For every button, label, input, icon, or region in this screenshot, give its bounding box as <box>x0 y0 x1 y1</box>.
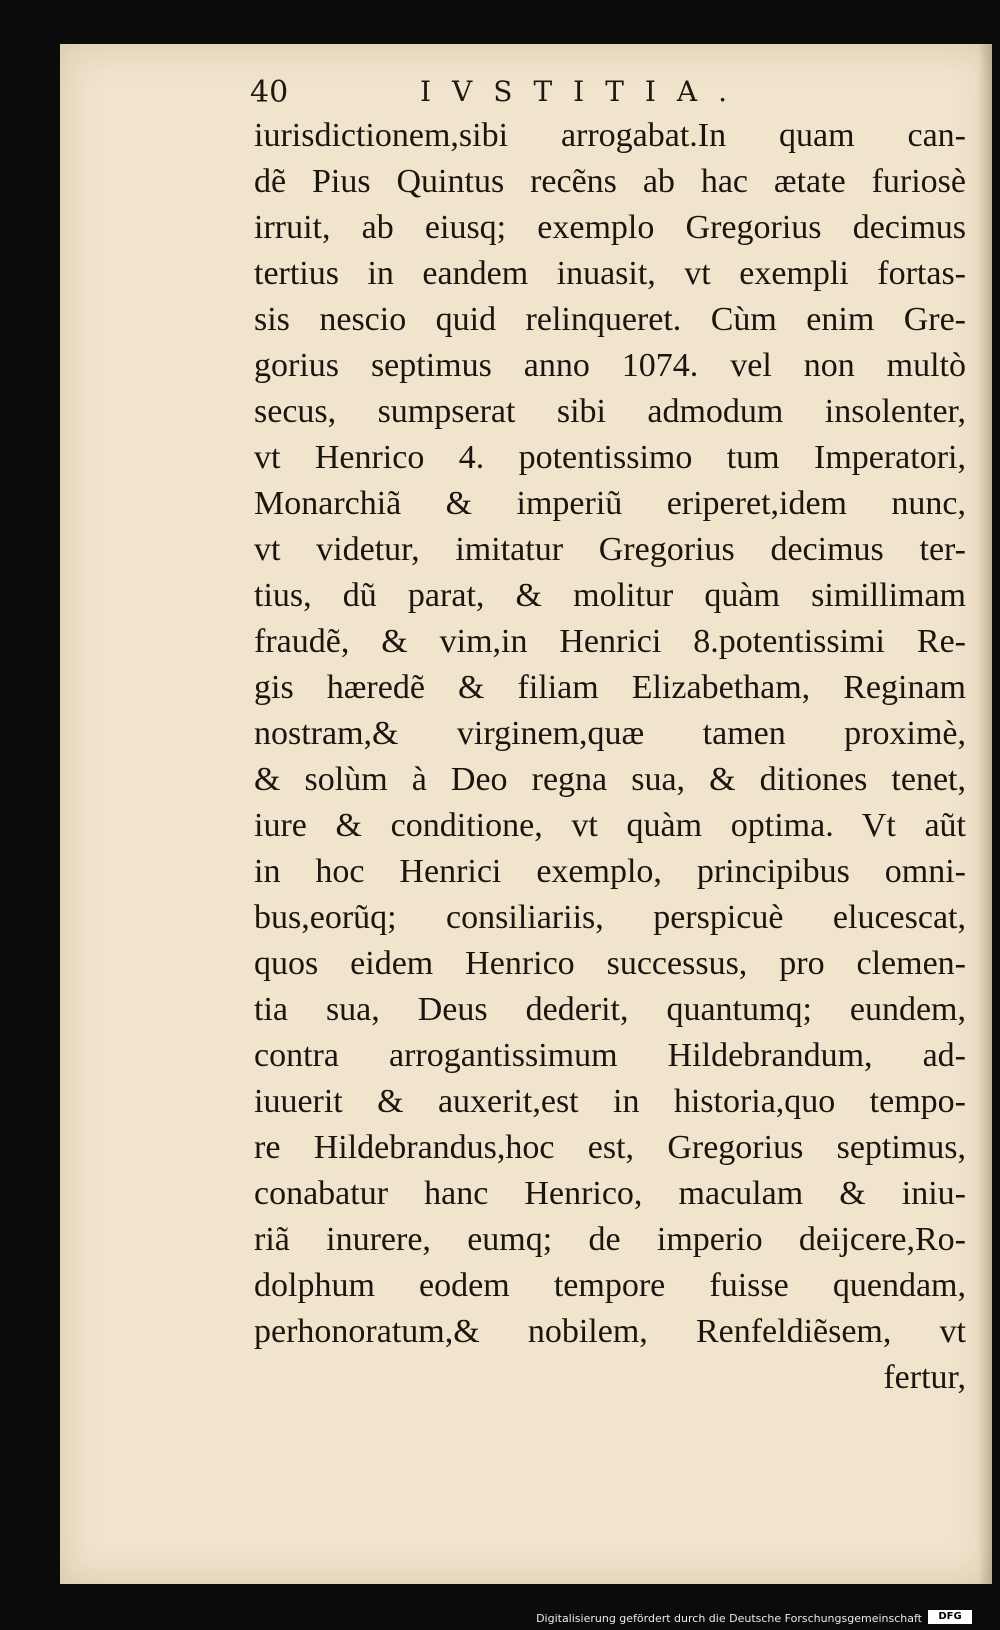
text-line: gorius septimus anno 1074. vel non multò <box>254 347 966 384</box>
text-line: tius, dũ parat, & molitur quàm simillimam <box>254 577 966 614</box>
catchword: fertur, <box>883 1359 966 1396</box>
text-line: gis hæredẽ & filiam Elizabetham, Reginam <box>254 669 966 706</box>
text-line: secus, sumpserat sibi admodum insolenter, <box>254 393 966 430</box>
text-line: tertius in eandem inuasit, vt exempli fortas- <box>254 255 966 292</box>
text-line: contra arrogantissimum Hildebrandum, ad- <box>254 1037 966 1074</box>
text-line: in hoc Henrici exemplo, principibus omni- <box>254 853 966 890</box>
body-text <box>254 113 966 1401</box>
text-line: iurisdictionem,sibi arrogabat.In quam can- <box>254 117 966 154</box>
text-line: dolphum eodem tempore fuisse quendam, <box>254 1267 966 1304</box>
text-line: irruit, ab eiusq; exemplo Gregorius decimus <box>254 209 966 246</box>
text-line: vt videtur, imitatur Gregorius decimus ter- <box>254 531 966 568</box>
funding-credit: Digitalisierung gefördert durch die Deutsche Forschungsgemeinschaft <box>536 1612 922 1625</box>
text-line: fraudẽ, & vim,in Henrici 8.potentissimi Re- <box>254 623 966 660</box>
text-line: vt Henrico 4. potentissimo tum Imperatori, <box>254 439 966 476</box>
page-number: 40 <box>250 75 289 110</box>
page-edge-shadow <box>978 44 992 1584</box>
text-line: iure & conditione, vt quàm optima. Vt aũt <box>254 807 966 844</box>
text-line: sis nescio quid relinqueret. Cùm enim Gre- <box>254 301 966 338</box>
text-line: riã inurere, eumq; de imperio deijcere,Ro- <box>254 1221 966 1258</box>
dfg-logo: DFG <box>928 1610 972 1624</box>
digitization-footer <box>0 1606 1000 1630</box>
running-title: IVSTITIA. <box>420 75 749 108</box>
text-line: nostram,& virginem,quæ tamen proximè, <box>254 715 966 752</box>
text-line: conabatur hanc Henrico, maculam & iniu- <box>254 1175 966 1212</box>
running-head <box>250 75 790 115</box>
text-line: Monarchiã & imperiũ eriperet,idem nunc, <box>254 485 966 522</box>
text-line: quos eidem Henrico successus, pro clemen- <box>254 945 966 982</box>
text-line: dẽ Pius Quintus recẽns ab hac ætate furiosè <box>254 163 966 200</box>
text-line: perhonoratum,& nobilem, Renfeldiẽsem, vt <box>254 1313 966 1350</box>
text-line: & solùm à Deo regna sua, & ditiones tenet, <box>254 761 966 798</box>
text-line: tia sua, Deus dederit, quantumq; eundem, <box>254 991 966 1028</box>
text-line: re Hildebrandus,hoc est, Gregorius septimus, <box>254 1129 966 1166</box>
text-line: bus,eorũq; consiliariis, perspicuè elucescat, <box>254 899 966 936</box>
text-line: iuuerit & auxerit,est in historia,quo tempo- <box>254 1083 966 1120</box>
